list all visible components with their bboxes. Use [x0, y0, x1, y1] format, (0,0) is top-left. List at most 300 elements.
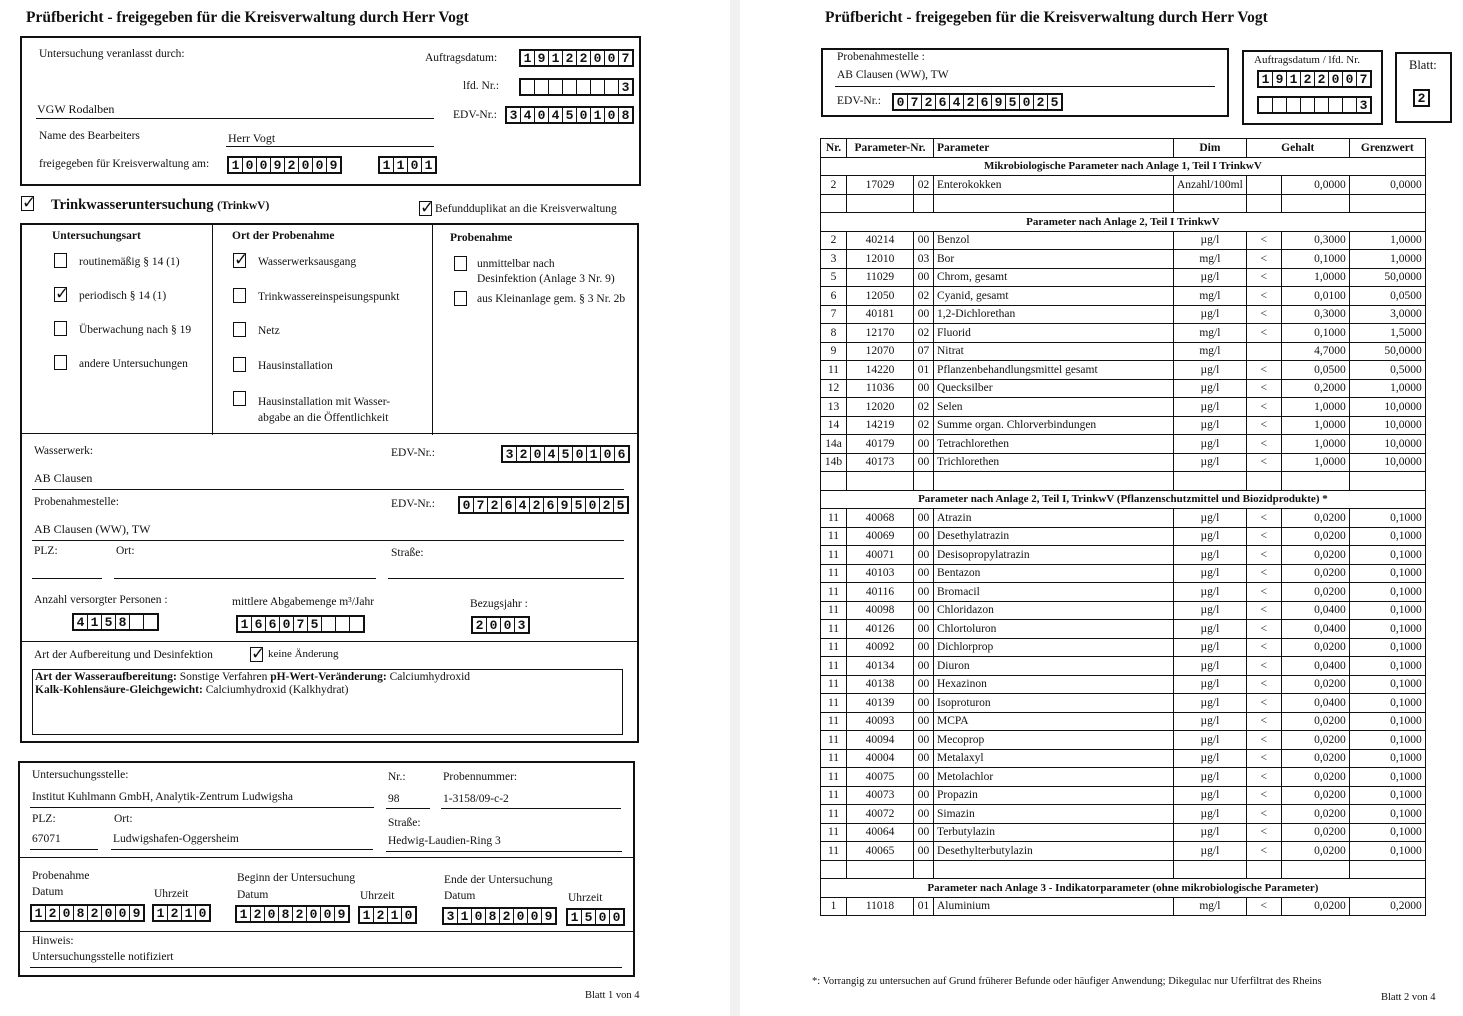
row-param-sub: 00	[914, 675, 934, 694]
row-operator: <	[1246, 694, 1281, 713]
digit-cell: 0	[116, 906, 130, 920]
digit-cell: 9	[1273, 72, 1287, 86]
desinfektion-checkbox[interactable]	[454, 256, 467, 271]
row-param-sub: 00	[914, 823, 934, 842]
table-row	[821, 435, 1426, 454]
row-dim: µg/l	[1174, 435, 1247, 454]
labor-nr-value[interactable]: 98	[388, 793, 400, 805]
probenahmestelle-label: Probenahmestelle :	[837, 51, 925, 63]
bearbeiter-underline	[226, 146, 434, 147]
row-gehalt: 0,0200	[1281, 583, 1349, 602]
row-dim: µg/l	[1174, 768, 1247, 787]
keine-aenderung-checkbox[interactable]: ✓	[251, 644, 266, 664]
row-param-nr: 12020	[847, 398, 914, 417]
digit-cell	[144, 615, 157, 629]
ende-label: Ende der Untersuchung	[444, 874, 553, 886]
row-parameter: Fluorid	[934, 324, 1174, 343]
digit-cell: 1	[88, 615, 102, 629]
section-header-row	[821, 213, 1426, 232]
personen-label: Anzahl versorgter Personen :	[34, 594, 168, 606]
column-divider-1	[212, 225, 213, 435]
row-nr: 2	[821, 231, 847, 250]
row-param-nr: 40098	[847, 601, 914, 620]
bezugsjahr-label: Bezugsjahr :	[470, 598, 528, 610]
labor-ort-value[interactable]: Ludwigshafen-Oggersheim	[113, 833, 239, 845]
digit-cell: 0	[596, 910, 610, 924]
untersuchungsstelle-underline	[30, 807, 374, 808]
row-param-nr: 40103	[847, 564, 914, 583]
row-parameter: Propazin	[934, 786, 1174, 805]
row-grenzwert: 0,1000	[1349, 620, 1425, 639]
row-param-nr: 14219	[847, 416, 914, 435]
row-dim: µg/l	[1174, 361, 1247, 380]
row-operator: <	[1246, 509, 1281, 528]
beginn-datum-label: Datum	[237, 889, 269, 901]
bezugsjahr-field[interactable]	[471, 616, 530, 634]
personen-field[interactable]	[72, 613, 159, 631]
lfdnr-label: lfd. Nr.:	[463, 80, 500, 92]
probennummer-label: Probennummer:	[443, 771, 518, 783]
digit-cell: 1	[32, 906, 46, 920]
row-nr: 11	[821, 786, 847, 805]
digit-cell: 1	[394, 158, 408, 172]
blank-cell	[1281, 472, 1349, 491]
digit-cell: 1	[380, 158, 394, 172]
table-row	[821, 823, 1426, 842]
blank-cell	[914, 472, 934, 491]
row-nr: 11	[821, 694, 847, 713]
digit-cell: 9	[992, 95, 1006, 109]
labor-nr-underline	[386, 808, 430, 809]
row-gehalt: 4,7000	[1281, 342, 1349, 361]
digit-cell	[521, 80, 535, 94]
digit-cell: 2	[922, 95, 936, 109]
beginn-label: Beginn der Untersuchung	[237, 872, 356, 884]
digit-cell: 2	[285, 158, 299, 172]
kleinanlage-checkbox[interactable]	[454, 291, 467, 306]
probennummer-value[interactable]: 1-3158/09-c-2	[443, 793, 509, 805]
row-nr: 11	[821, 583, 847, 602]
row-grenzwert: 0,1000	[1349, 546, 1425, 565]
digit-cell: 6	[266, 617, 280, 631]
digit-cell	[1259, 98, 1273, 112]
row-operator: <	[1246, 823, 1281, 842]
row-parameter: Diuron	[934, 657, 1174, 676]
row-param-nr: 40116	[847, 583, 914, 602]
row-parameter: Trichlorethen	[934, 453, 1174, 472]
wasseraufbereitung-value: Sonstige Verfahren	[179, 671, 268, 683]
hausinstallation-oeffentlich-checkbox[interactable]	[233, 391, 246, 406]
page-title: Prüfbericht - freigegeben für die Kreisverwaltung durch Herr Vogt	[26, 9, 469, 26]
row-param-nr: 11029	[847, 268, 914, 287]
digit-cell: 3	[621, 80, 630, 95]
probenahme-time-field[interactable]	[152, 904, 211, 922]
col-gehalt-header: Gehalt	[1246, 139, 1349, 158]
row-param-nr: 40069	[847, 527, 914, 546]
row-parameter: Desisopropylatrazin	[934, 546, 1174, 565]
digit-cell: 2	[488, 498, 502, 512]
routine-checkbox[interactable]	[54, 253, 67, 268]
auftragsdatum-field[interactable]	[519, 49, 634, 67]
veranlasst-label: Untersuchung veranlasst durch:	[39, 48, 185, 60]
row-nr: 11	[821, 749, 847, 768]
einspeisungspunkt-checkbox[interactable]	[233, 288, 246, 303]
sample-info-box	[20, 223, 639, 743]
labor-strasse-value[interactable]: Hedwig-Laudien-Ring 3	[388, 835, 501, 847]
blatt-box	[1395, 52, 1452, 123]
section-divider-2	[22, 641, 637, 642]
blank-cell	[1246, 860, 1281, 879]
row-gehalt: 1,0000	[1281, 268, 1349, 287]
lfdnr-field[interactable]	[519, 78, 634, 96]
digit-cell: 6	[544, 498, 558, 512]
probenahmestelle-edv-label: EDV-Nr.:	[391, 498, 435, 510]
aufbereitung-label: Art der Aufbereitung und Desinfektion	[34, 649, 213, 661]
digit-cell: 0	[280, 617, 294, 631]
row-nr: 6	[821, 287, 847, 306]
hausinstallation-checkbox[interactable]	[233, 357, 246, 372]
digit-cell: 6	[617, 447, 626, 462]
netz-checkbox[interactable]	[233, 322, 246, 337]
digit-cell: 2	[251, 907, 265, 921]
probennummer-underline	[441, 808, 621, 809]
row-dim: µg/l	[1174, 601, 1247, 620]
row-param-nr: 12010	[847, 250, 914, 269]
row-grenzwert: 10,0000	[1349, 416, 1425, 435]
row-param-sub: 00	[914, 435, 934, 454]
ende-date-field[interactable]	[442, 907, 557, 925]
row-param-sub: 02	[914, 398, 934, 417]
col-dim-header: Dim	[1174, 139, 1247, 158]
row-param-sub: 02	[914, 416, 934, 435]
row-dim: mg/l	[1174, 287, 1247, 306]
row-dim: µg/l	[1174, 231, 1247, 250]
probenahmestelle-value[interactable]: AB Clausen (WW), TW	[837, 69, 949, 81]
digit-cell: 0	[501, 618, 515, 632]
digit-cell: 5	[563, 108, 577, 122]
digit-cell: 0	[307, 907, 321, 921]
row-grenzwert: 3,0000	[1349, 305, 1425, 324]
row-parameter: Cyanid, gesamt	[934, 287, 1174, 306]
table-row	[821, 897, 1426, 916]
table-row	[821, 527, 1426, 546]
row-param-sub: 02	[914, 287, 934, 306]
row-grenzwert: 0,1000	[1349, 805, 1425, 824]
auftrag-date-field[interactable]	[1257, 70, 1372, 88]
bearbeiter-value[interactable]: Herr Vogt	[228, 131, 276, 145]
row-operator: <	[1246, 268, 1281, 287]
row-param-nr: 40004	[847, 749, 914, 768]
periodisch-checkbox[interactable]: ✓	[55, 284, 70, 304]
hinweis-underline	[30, 967, 622, 968]
row-gehalt: 0,0200	[1281, 509, 1349, 528]
digit-cell: 2	[500, 909, 514, 923]
ende-datum-label: Datum	[444, 890, 476, 902]
row-gehalt: 0,0200	[1281, 546, 1349, 565]
row-nr: 12	[821, 379, 847, 398]
digit-cell	[336, 617, 350, 631]
kalk-value: Calciumhydroxid (Kalkhydrat)	[205, 684, 349, 696]
row-parameter: Bromacil	[934, 583, 1174, 602]
digit-cell: 7	[621, 51, 630, 66]
strasse-label: Straße:	[391, 547, 424, 559]
digit-cell	[1343, 98, 1357, 112]
digit-cell	[350, 617, 363, 631]
blank-cell	[1174, 860, 1247, 879]
digit-cell: 1	[591, 108, 605, 122]
row-parameter: Terbutylazin	[934, 823, 1174, 842]
row-grenzwert: 0,1000	[1349, 694, 1425, 713]
row-param-nr: 40134	[847, 657, 914, 676]
table-row	[821, 638, 1426, 657]
row-dim: mg/l	[1174, 324, 1247, 343]
row-gehalt: 0,1000	[1281, 250, 1349, 269]
row-dim: µg/l	[1174, 842, 1247, 861]
row-operator: <	[1246, 324, 1281, 343]
row-param-nr: 40173	[847, 453, 914, 472]
row-operator	[1246, 342, 1281, 361]
digit-cell: 2	[374, 908, 388, 922]
blank-cell	[1281, 860, 1349, 879]
row-operator: <	[1246, 601, 1281, 620]
beginn-time-field[interactable]	[358, 906, 417, 924]
hausinstallation-oeffentlich-label-2: abgabe an die Öffentlichkeit	[258, 412, 389, 424]
row-operator: <	[1246, 231, 1281, 250]
row-dim: µg/l	[1174, 509, 1247, 528]
ende-time-field[interactable]	[566, 908, 625, 926]
row-param-nr: 40071	[847, 546, 914, 565]
row-dim: mg/l	[1174, 250, 1247, 269]
blank-cell	[821, 472, 847, 491]
digit-cell: 0	[321, 907, 335, 921]
digit-cell: 9	[337, 907, 346, 922]
blank-cell	[914, 860, 934, 879]
row-parameter: Summe organ. Chlorverbindungen	[934, 416, 1174, 435]
column-divider-2	[432, 225, 433, 435]
digit-cell: 2	[530, 498, 544, 512]
ueberwachung-checkbox[interactable]	[54, 321, 67, 336]
digit-cell: 6	[252, 617, 266, 631]
digit-cell	[1287, 98, 1301, 112]
andere-checkbox[interactable]	[54, 355, 67, 370]
digit-cell	[535, 80, 549, 94]
digit-cell: 1	[360, 908, 374, 922]
table-row	[821, 398, 1426, 417]
hinweis-value[interactable]: Untersuchungsstelle notifiziert	[32, 951, 174, 963]
row-grenzwert: 1,0000	[1349, 379, 1425, 398]
digit-cell: 2	[46, 906, 60, 920]
digit-cell	[1273, 98, 1287, 112]
digit-cell: 2	[517, 447, 531, 461]
labor-strasse-label: Straße:	[388, 817, 421, 829]
row-param-sub: 00	[914, 694, 934, 713]
abgabe-field[interactable]	[236, 615, 365, 633]
table-row	[821, 805, 1426, 824]
row-parameter: Chrom, gesamt	[934, 268, 1174, 287]
row-grenzwert: 0,1000	[1349, 749, 1425, 768]
row-dim: µg/l	[1174, 398, 1247, 417]
row-dim: mg/l	[1174, 897, 1247, 916]
digit-cell: 6	[936, 95, 950, 109]
row-nr: 14b	[821, 453, 847, 472]
digit-cell: 1	[388, 908, 402, 922]
row-gehalt: 0,0200	[1281, 842, 1349, 861]
digit-cell: 2	[563, 51, 577, 65]
probenahme-date-field[interactable]	[30, 904, 145, 922]
row-gehalt: 0,0400	[1281, 657, 1349, 676]
digit-cell	[1301, 98, 1315, 112]
row-nr: 11	[821, 731, 847, 750]
row-parameter: Atrazin	[934, 509, 1174, 528]
digit-cell: 0	[313, 158, 327, 172]
einspeisungspunkt-label: Trinkwassereinspeisungspunkt	[258, 291, 400, 303]
row-param-nr: 12170	[847, 324, 914, 343]
ph-label: pH-Wert-Veränderung:	[270, 671, 387, 683]
blank-cell	[1246, 194, 1281, 213]
table-row	[821, 509, 1426, 528]
wasseraufbereitung-label: Art der Wasseraufbereitung:	[35, 671, 177, 683]
row-gehalt: 0,3000	[1281, 305, 1349, 324]
auftrag-edv-field[interactable]	[505, 106, 634, 124]
strasse-underline	[388, 578, 624, 579]
row-dim: µg/l	[1174, 583, 1247, 602]
wasserwerksausgang-checkbox[interactable]: ✓	[234, 250, 249, 270]
row-nr: 11	[821, 805, 847, 824]
digit-cell: 4	[549, 108, 563, 122]
row-dim: µg/l	[1174, 712, 1247, 731]
digit-cell: 6	[978, 95, 992, 109]
row-param-nr: 40179	[847, 435, 914, 454]
labor-ort-label: Ort:	[114, 813, 133, 825]
row-gehalt: 0,0200	[1281, 749, 1349, 768]
aufbereitung-textbox[interactable]	[32, 669, 623, 735]
digit-cell: 7	[908, 95, 922, 109]
row-param-sub: 00	[914, 583, 934, 602]
table-row	[821, 546, 1426, 565]
row-param-nr: 40093	[847, 712, 914, 731]
periodisch-label: periodisch § 14 (1)	[79, 290, 167, 302]
row-param-sub: 00	[914, 786, 934, 805]
blank-cell	[1281, 194, 1349, 213]
untersuchungsstelle-value[interactable]: Institut Kuhlmann GmbH, Analytik-Zentrum Ludwigsha	[32, 791, 293, 803]
row-parameter: Metalaxyl	[934, 749, 1174, 768]
row-gehalt: 0,0200	[1281, 731, 1349, 750]
row-gehalt: 0,0100	[1281, 287, 1349, 306]
labor-plz-value[interactable]: 67071	[32, 833, 61, 845]
row-gehalt: 0,0200	[1281, 712, 1349, 731]
table-row	[821, 749, 1426, 768]
table-row	[821, 416, 1426, 435]
digit-cell: 2	[964, 95, 978, 109]
hausinstallation-label: Hausinstallation	[258, 360, 333, 372]
digit-cell: 5	[102, 615, 116, 629]
row-nr: 5	[821, 268, 847, 287]
digit-cell: 8	[116, 615, 130, 629]
digit-cell: 5	[582, 910, 596, 924]
row-param-nr: 40065	[847, 842, 914, 861]
digit-cell: 8	[279, 907, 293, 921]
blank-row	[821, 860, 1426, 879]
table-row	[821, 342, 1426, 361]
table-row	[821, 601, 1426, 620]
probenahmestelle-edv-field[interactable]	[458, 496, 629, 514]
auftrag-box	[1242, 50, 1383, 125]
digit-cell: 0	[577, 108, 591, 122]
wasserwerk-value[interactable]: AB Clausen	[34, 471, 93, 485]
digit-cell: 0	[528, 909, 542, 923]
freigegeben-time-field[interactable]	[378, 156, 437, 174]
row-dim: µg/l	[1174, 638, 1247, 657]
wasserwerk-edv-field[interactable]	[501, 445, 630, 463]
digit-cell: 1	[568, 910, 582, 924]
row-param-nr: 40064	[847, 823, 914, 842]
wasserwerk-edv-label: EDV-Nr.:	[391, 447, 435, 459]
section-divider-1	[22, 433, 637, 434]
trinkwasser-checkbox[interactable]: ✓	[22, 193, 37, 213]
labor-plz-label: PLZ:	[32, 813, 56, 825]
row-param-nr: 11018	[847, 897, 914, 916]
digit-cell: 2	[293, 907, 307, 921]
probenahmestelle-value[interactable]: AB Clausen (WW), TW	[34, 522, 151, 536]
auftrag-lfd-field[interactable]	[1257, 96, 1372, 114]
table-row	[821, 620, 1426, 639]
digit-cell: 1	[1259, 72, 1273, 86]
blank-row	[821, 472, 1426, 491]
section-title: Parameter nach Anlage 2, Teil I TrinkwV	[821, 213, 1426, 232]
row-param-sub: 01	[914, 897, 934, 916]
row-nr: 8	[821, 324, 847, 343]
digit-cell: 0	[460, 498, 474, 512]
row-grenzwert: 0,1000	[1349, 583, 1425, 602]
results-table	[820, 138, 1426, 916]
probenahmestelle-edv-field[interactable]	[892, 93, 1063, 111]
row-gehalt: 0,0200	[1281, 527, 1349, 546]
digit-cell: 1	[587, 447, 601, 461]
probenahmestelle-underline	[32, 540, 624, 541]
row-parameter: Isoproturon	[934, 694, 1174, 713]
row-dim: µg/l	[1174, 416, 1247, 435]
blatt-field[interactable]	[1413, 89, 1430, 107]
labor-nr-label: Nr.:	[388, 771, 406, 783]
digit-cell: 0	[1020, 95, 1034, 109]
beginn-date-field[interactable]	[235, 905, 350, 923]
digit-cell: 9	[558, 498, 572, 512]
row-param-sub: 00	[914, 842, 934, 861]
row-nr: 11	[821, 842, 847, 861]
page-footer: Blatt 2 von 4	[1381, 992, 1436, 1003]
row-operator: <	[1246, 250, 1281, 269]
digit-cell: 9	[132, 906, 141, 921]
row-nr: 11	[821, 509, 847, 528]
row-grenzwert: 0,1000	[1349, 823, 1425, 842]
blank-cell	[847, 860, 914, 879]
row-operator: <	[1246, 379, 1281, 398]
digit-cell: 1	[154, 906, 168, 920]
row-operator: <	[1246, 435, 1281, 454]
row-grenzwert: 0,1000	[1349, 842, 1425, 861]
table-row	[821, 583, 1426, 602]
row-operator: <	[1246, 527, 1281, 546]
table-row	[821, 231, 1426, 250]
freigegeben-date-field[interactable]	[227, 156, 342, 174]
trinkwasser-label: Trinkwasseruntersuchung	[51, 197, 214, 213]
veranlasst-value[interactable]: VGW Rodalben	[37, 102, 115, 116]
digit-cell	[591, 80, 605, 94]
digit-cell: 2	[1034, 95, 1048, 109]
row-grenzwert: 50,0000	[1349, 342, 1425, 361]
befundduplikat-checkbox[interactable]: ✓	[420, 198, 435, 218]
probenahmestelle-underline	[835, 86, 1215, 87]
